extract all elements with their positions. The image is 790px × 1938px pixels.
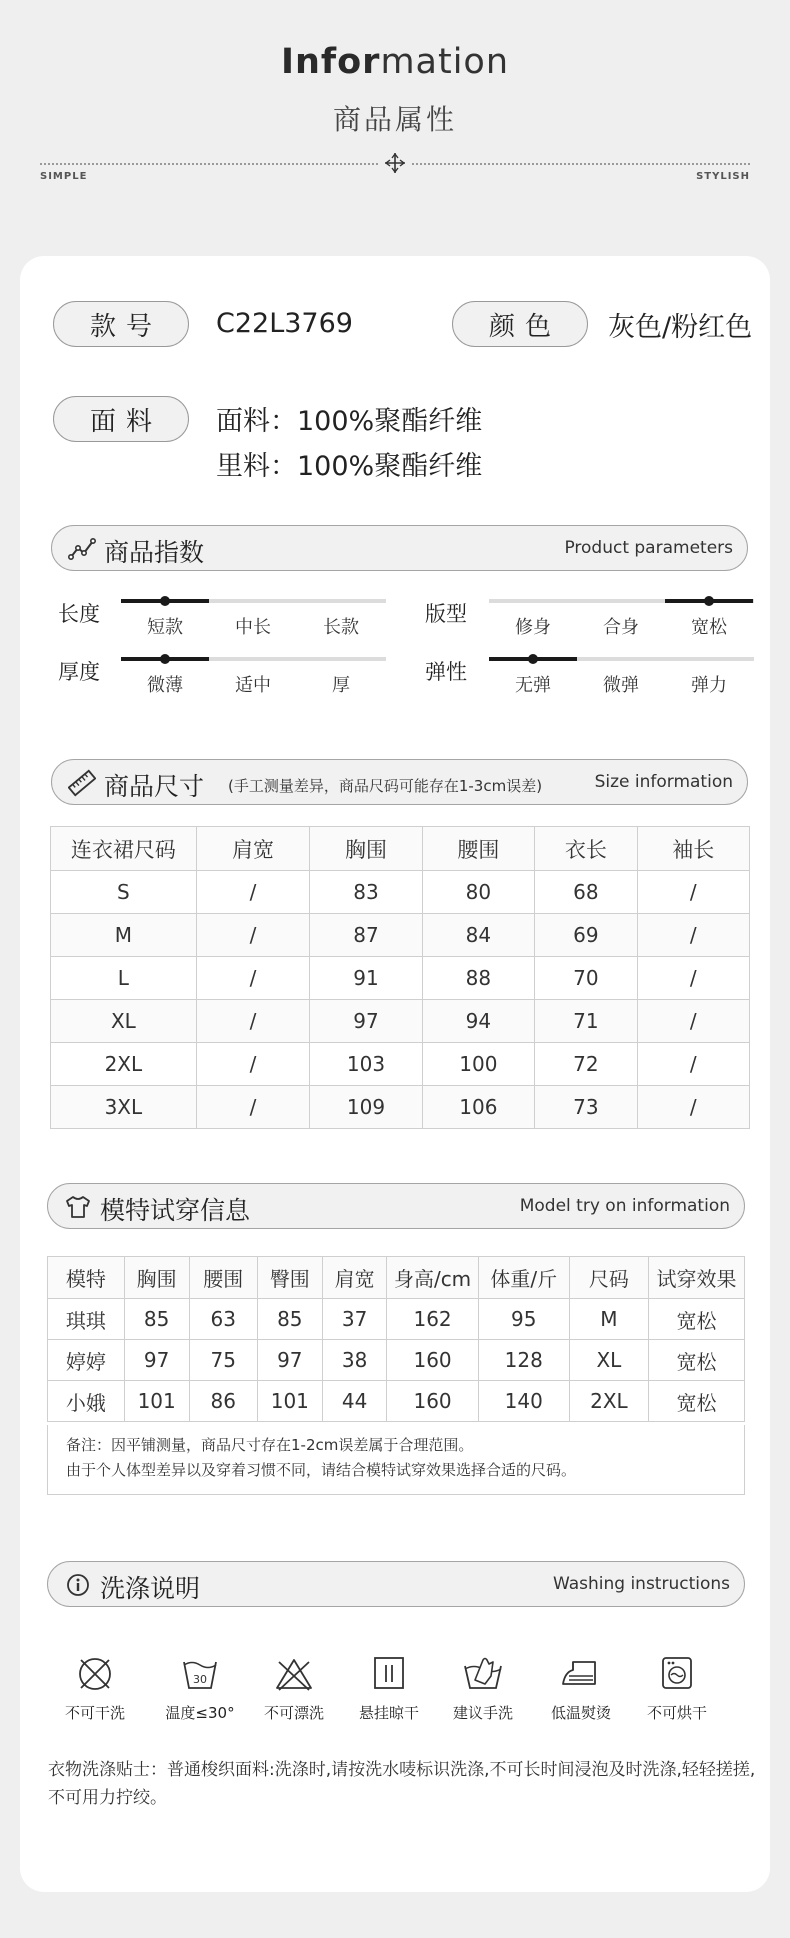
index-label-length: 长度: [58, 602, 100, 626]
size-table-header-cell: 腰围: [422, 827, 534, 871]
size-table-cell: /: [637, 871, 749, 914]
model-table-cell: 97: [124, 1340, 189, 1381]
model-table-cell: 75: [189, 1340, 257, 1381]
size-table-cell: 94: [422, 1000, 534, 1043]
wash-item-30: [157, 1654, 243, 1723]
model-table-row: [48, 1340, 745, 1381]
size-table-cell: /: [637, 1000, 749, 1043]
index-option: 适中: [235, 675, 271, 696]
model-table-cell: M: [569, 1299, 648, 1340]
model-table-cell: 160: [387, 1381, 478, 1422]
size-table-cell: 103: [310, 1043, 422, 1086]
wash-item-hand-wash: [440, 1654, 526, 1723]
size-table-row: [51, 914, 750, 957]
model-table-header-cell: 腰围: [189, 1257, 257, 1299]
index-section-bar: [51, 525, 748, 571]
model-table-cell: 97: [257, 1340, 322, 1381]
model-table-cell: 44: [322, 1381, 387, 1422]
model-table-cell: 160: [387, 1340, 478, 1381]
size-table-cell: 2XL: [51, 1043, 197, 1086]
size-table-cell: 106: [422, 1086, 534, 1129]
index-scale-length: [121, 599, 386, 639]
low-iron-icon: [559, 1654, 603, 1694]
size-table-cell: 72: [535, 1043, 638, 1086]
wash-label-no-bleach: 不可漂洗: [263, 1704, 324, 1722]
size-table-cell: 84: [422, 914, 534, 957]
model-table-cell: 101: [257, 1381, 322, 1422]
model-table-header-cell: 肩宽: [322, 1257, 387, 1299]
size-table-cell: /: [637, 1086, 749, 1129]
size-table-cell: XL: [51, 1000, 197, 1043]
model-table-header-cell: 体重/斤: [478, 1257, 569, 1299]
wash-label-no-dry-clean: 不可干洗: [64, 1704, 125, 1722]
index-label-fit: 版型: [425, 602, 467, 626]
model-table-cell: 宽松: [649, 1299, 745, 1340]
size-table-cell: 71: [535, 1000, 638, 1043]
index-label-elasticity: 弹性: [425, 660, 467, 684]
size-table-header: [51, 827, 750, 871]
size-section-title: 商品尺寸: [104, 772, 205, 801]
model-table-body: [48, 1299, 745, 1422]
model-note-line-1: 备注：因平铺测量，商品尺寸存在1-2cm误差属于合理范围。: [66, 1436, 474, 1454]
washing-tip: 衣物洗涤贴士：普通梭织面料:洗涤时,请按洗水唛标识洗涤,不可长时间浸泡及时洗涤,轻轻搓搓,不可用力拧绞。: [48, 1760, 756, 1808]
model-section-title: 模特试穿信息: [100, 1196, 251, 1225]
size-section-bar: [51, 759, 748, 805]
size-section-note: (手工测量差异，商品尺码可能存在1-3cm误差): [228, 777, 543, 795]
model-table-cell: 85: [257, 1299, 322, 1340]
header-subtitle: 商品属性: [332, 103, 457, 136]
wash-item-no-tumble-dry: [634, 1654, 720, 1723]
index-option: 微薄: [147, 675, 183, 696]
model-table-header: [48, 1257, 745, 1299]
model-table-cell: 琪琪: [48, 1299, 125, 1340]
index-option: 弹力: [691, 675, 727, 696]
size-table: [50, 826, 750, 1129]
size-table-header-cell: 连衣裙尺码: [51, 827, 197, 871]
index-option: 长款: [323, 617, 359, 638]
model-table-cell: 86: [189, 1381, 257, 1422]
hang-dry-icon: [369, 1654, 409, 1694]
wash-section-english: Washing instructions: [552, 1574, 730, 1594]
size-table-cell: 3XL: [51, 1086, 197, 1129]
size-section-english: Size information: [594, 772, 733, 792]
wash-temp-text: 30: [193, 1673, 207, 1686]
model-table-header-cell: 试穿效果: [649, 1257, 745, 1299]
fabric-line-1: 面料：100%聚酯纤维: [216, 406, 483, 437]
model-table-cell: 162: [387, 1299, 478, 1340]
size-table-cell: 83: [310, 871, 422, 914]
chart-line-icon: [68, 535, 96, 563]
index-option: 微弹: [603, 675, 639, 696]
style-no-label: 款号: [53, 301, 189, 347]
model-table-header-cell: 臀围: [257, 1257, 322, 1299]
header-title-bold: Infor: [280, 42, 381, 82]
model-table-header-cell: 胸围: [124, 1257, 189, 1299]
model-table-cell: 140: [478, 1381, 569, 1422]
model-table-header-cell: 模特: [48, 1257, 125, 1299]
hand-wash-icon: [461, 1654, 505, 1694]
model-notes: [47, 1425, 745, 1495]
size-table-cell: 100: [422, 1043, 534, 1086]
model-table-cell: 婷婷: [48, 1340, 125, 1381]
color-value: 灰色/粉红色: [608, 312, 753, 343]
size-table-body: [51, 871, 750, 1129]
size-table-header-cell: 衣长: [535, 827, 638, 871]
divider-right: [412, 163, 750, 165]
wash-section-title: 洗涤说明: [100, 1574, 201, 1603]
size-table-header-cell: 袖长: [637, 827, 749, 871]
size-table-cell: /: [196, 957, 310, 1000]
model-note-line-2: 由于个人体型差异以及穿着习惯不同，请结合模特试穿效果选择合适的尺码。: [66, 1461, 577, 1479]
wash-label-no-tumble-dry: 不可烘干: [646, 1704, 707, 1722]
size-table-cell: 69: [535, 914, 638, 957]
model-table-cell: 37: [322, 1299, 387, 1340]
index-selected-dot: [160, 654, 170, 664]
index-option: 中长: [235, 617, 271, 638]
index-option: 修身: [515, 617, 551, 638]
size-table-cell: S: [51, 871, 197, 914]
index-option: 无弹: [515, 675, 551, 696]
size-table-row: [51, 1000, 750, 1043]
model-table-cell: 38: [322, 1340, 387, 1381]
index-selected-dot: [160, 596, 170, 606]
wash-section-bar: [47, 1561, 745, 1607]
size-table-cell: /: [196, 1043, 310, 1086]
cross-ornament-icon: [384, 152, 406, 174]
model-table-cell: 宽松: [649, 1340, 745, 1381]
model-table-header-cell: 尺码: [569, 1257, 648, 1299]
model-table-cell: 85: [124, 1299, 189, 1340]
size-table-cell: 87: [310, 914, 422, 957]
tshirt-icon: [64, 1193, 92, 1221]
model-table-cell: 2XL: [569, 1381, 648, 1422]
color-label: 颜色: [452, 301, 588, 347]
size-table-header-cell: 胸围: [310, 827, 422, 871]
index-option: 合身: [603, 617, 639, 638]
size-table-row: [51, 1086, 750, 1129]
no-dry-clean-icon: [75, 1654, 115, 1694]
size-table-row: [51, 957, 750, 1000]
wash-label-30: 温度≤30°: [165, 1704, 235, 1722]
size-table-cell: M: [51, 914, 197, 957]
index-selected-dot: [704, 596, 714, 606]
wash-item-hang-dry: [346, 1654, 432, 1723]
info-circle-icon: [64, 1571, 92, 1599]
model-table-row: [48, 1299, 745, 1340]
model-section-bar: [47, 1183, 745, 1229]
size-table-cell: /: [637, 914, 749, 957]
wash-item-no-bleach: [251, 1654, 337, 1723]
fabric-line-2: 里料：100%聚酯纤维: [216, 451, 483, 482]
no-tumble-dry-icon: [657, 1654, 697, 1694]
model-table-cell: XL: [569, 1340, 648, 1381]
model-table-cell: 宽松: [649, 1381, 745, 1422]
wash-item-low-iron: [538, 1654, 624, 1723]
ruler-icon: [68, 769, 96, 797]
index-section-title: 商品指数: [104, 538, 205, 567]
model-table: [47, 1256, 745, 1422]
size-table-cell: /: [196, 871, 310, 914]
size-table-cell: /: [196, 1086, 310, 1129]
model-section-english: Model try on information: [519, 1196, 730, 1216]
model-table-cell: 小娥: [48, 1381, 125, 1422]
size-table-cell: /: [637, 1043, 749, 1086]
header-title-light: mation: [380, 42, 510, 82]
size-table-cell: 109: [310, 1086, 422, 1129]
model-table-header-cell: 身高/cm: [387, 1257, 478, 1299]
size-table-row: [51, 1043, 750, 1086]
index-option: 宽松: [691, 617, 727, 638]
size-table-header-cell: 肩宽: [196, 827, 310, 871]
divider-left: [40, 163, 378, 165]
index-option: 短款: [147, 617, 183, 638]
size-table-cell: 97: [310, 1000, 422, 1043]
size-table-cell: 88: [422, 957, 534, 1000]
size-table-cell: 73: [535, 1086, 638, 1129]
model-table-row: [48, 1381, 745, 1422]
size-table-cell: 80: [422, 871, 534, 914]
size-table-cell: L: [51, 957, 197, 1000]
fabric-label: 面料: [53, 396, 189, 442]
index-option: 厚: [332, 675, 350, 696]
simple-tag: SIMPLE: [40, 171, 88, 182]
stylish-tag: STYLISH: [696, 171, 750, 182]
size-table-cell: 68: [535, 871, 638, 914]
size-table-cell: /: [196, 914, 310, 957]
model-table-cell: 95: [478, 1299, 569, 1340]
size-table-cell: 91: [310, 957, 422, 1000]
model-table-cell: 101: [124, 1381, 189, 1422]
size-table-row: [51, 871, 750, 914]
wash-30-icon: [180, 1654, 220, 1694]
wash-item-no-dry-clean: [52, 1654, 138, 1723]
size-table-cell: /: [637, 957, 749, 1000]
index-scale-fit: [489, 599, 754, 639]
size-table-cell: /: [196, 1000, 310, 1043]
wash-label-low-iron: 低温熨烫: [550, 1704, 611, 1722]
size-table-cell: 70: [535, 957, 638, 1000]
index-scale-thickness: [121, 657, 386, 697]
wash-label-hand-wash: 建议手洗: [452, 1704, 513, 1722]
index-selected-dot: [528, 654, 538, 664]
model-table-cell: 63: [189, 1299, 257, 1340]
index-label-thickness: 厚度: [58, 660, 100, 684]
model-table-cell: 128: [478, 1340, 569, 1381]
index-section-english: Product parameters: [564, 538, 733, 558]
style-no-value: C22L3769: [216, 308, 353, 339]
index-scale-elasticity: [489, 657, 754, 697]
no-bleach-icon: [273, 1654, 315, 1694]
wash-label-hang-dry: 悬挂晾干: [358, 1704, 419, 1722]
header-title: [0, 42, 790, 82]
